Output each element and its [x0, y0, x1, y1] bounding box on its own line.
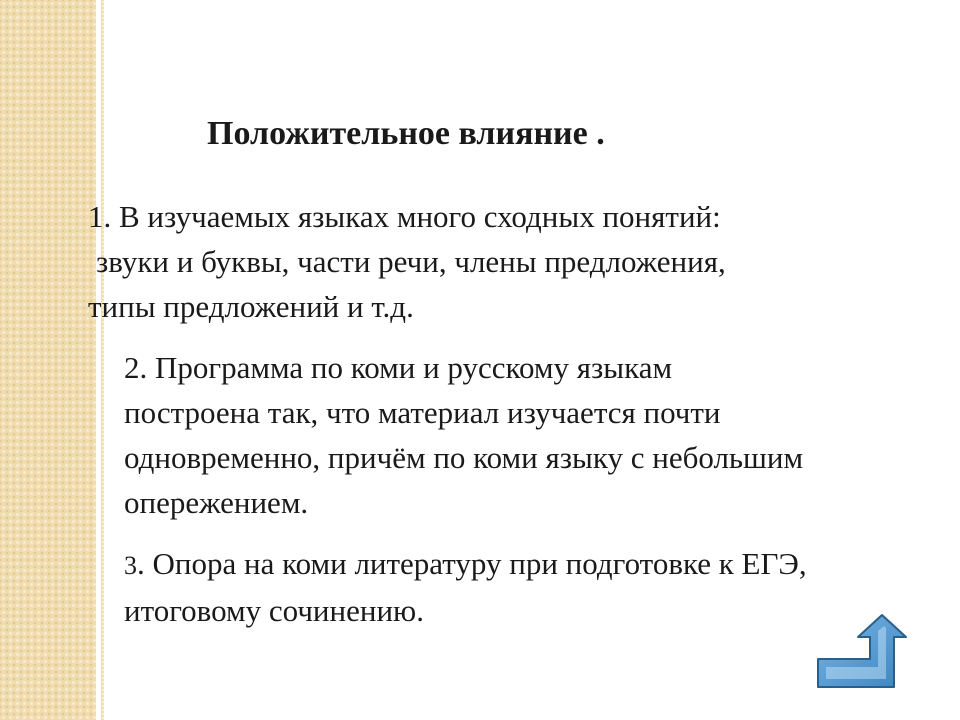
slide-title: Положительное влияние . [207, 115, 605, 152]
point-1-line-2: звуки и буквы, части речи, члены предложения, [96, 244, 726, 279]
point-2-line-1: 2. Программа по коми и русскому языкам [124, 350, 673, 385]
point-1-line-3: типы предложений и т.д. [88, 289, 414, 324]
point-3-line-1 [124, 541, 807, 588]
point-3-line-1-text: . Опора на коми литературу при подготовке к ЕГЭ, [137, 546, 807, 581]
return-button[interactable] [814, 613, 910, 691]
decorative-side-line [101, 0, 104, 720]
point-3 [124, 541, 807, 633]
point-3-number: 3 [124, 551, 137, 580]
return-arrow-icon [814, 613, 910, 691]
point-2-line-2: построена так, что материал изучается почти [124, 395, 721, 430]
point-2-line-4: опережением. [124, 485, 309, 520]
point-3-line-2: итоговому сочинению. [124, 593, 424, 628]
point-2-line-3: одновременно, причём по коми языку с небольшим [124, 440, 804, 475]
decorative-side-band [0, 0, 96, 720]
point-1 [88, 194, 726, 329]
point-2 [124, 345, 803, 525]
point-1-line-1: 1. В изучаемых языках много сходных понятий: [88, 199, 721, 234]
